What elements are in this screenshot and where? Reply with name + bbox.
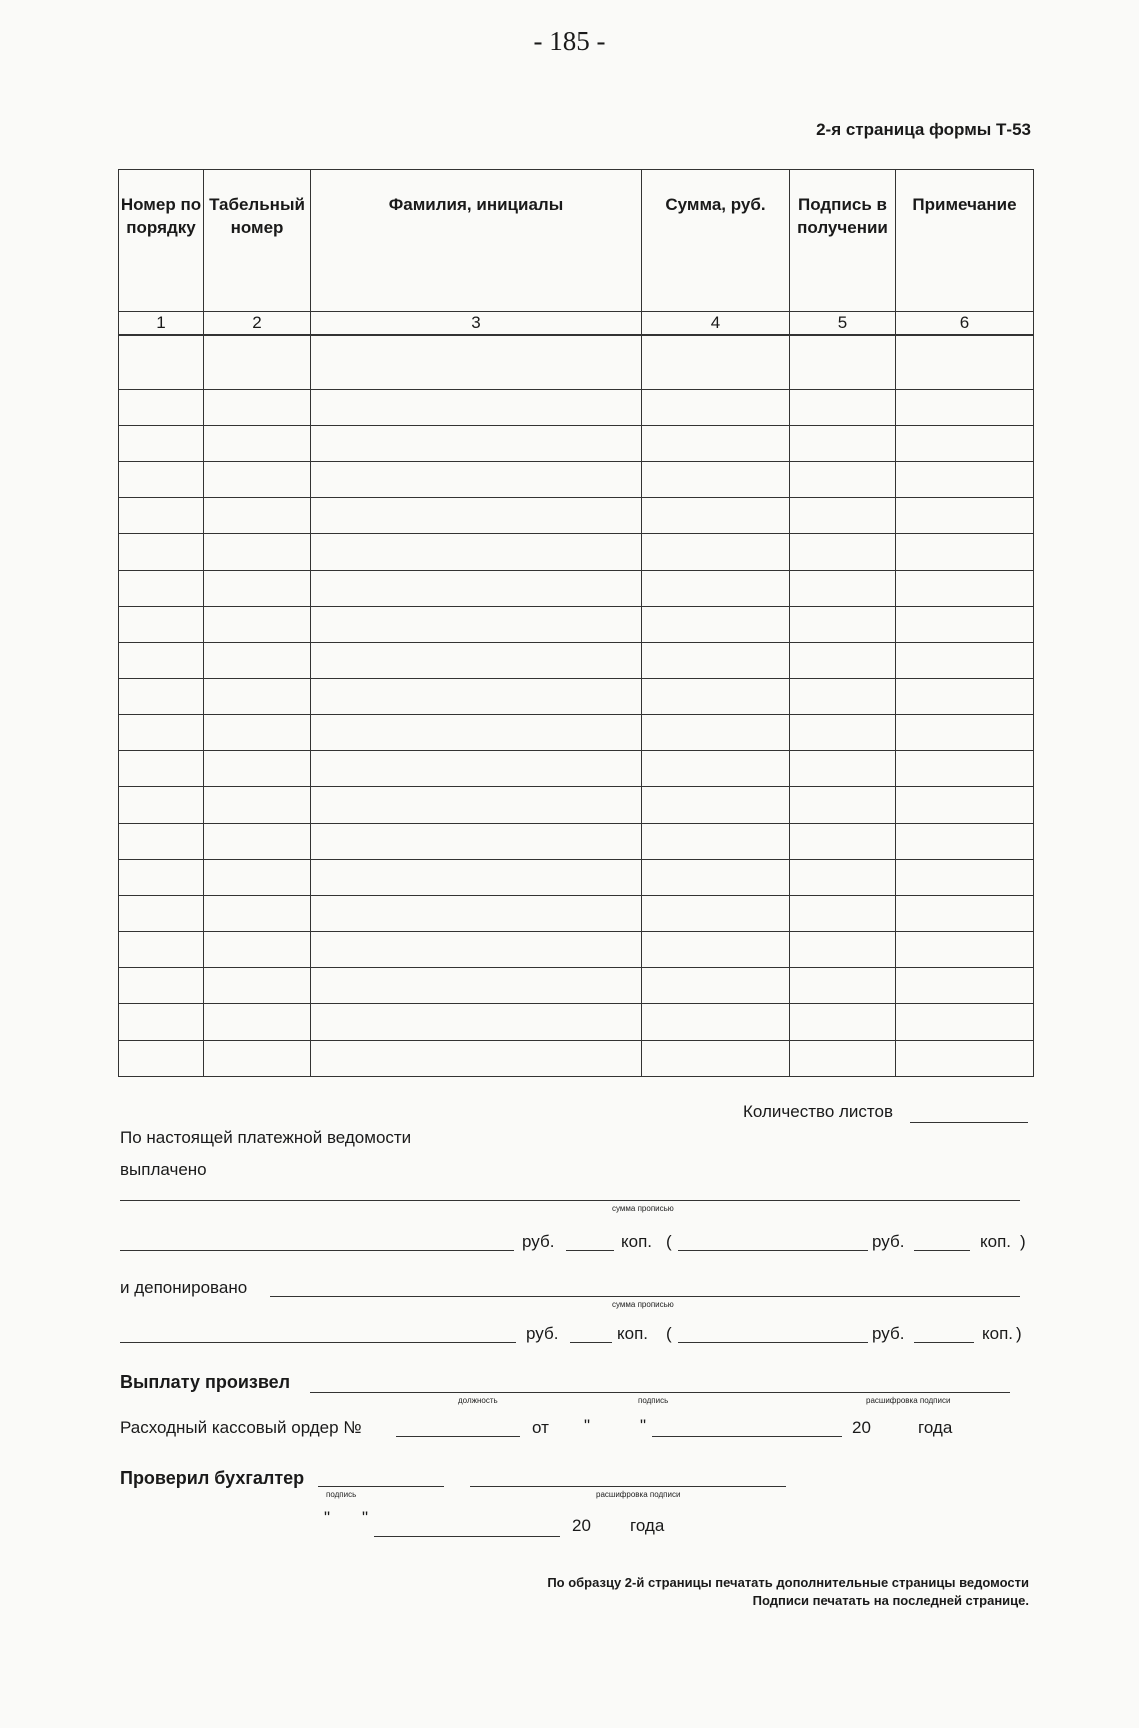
table-cell[interactable] (790, 462, 896, 498)
table-cell[interactable] (642, 787, 790, 823)
table-cell[interactable] (311, 534, 642, 570)
table-cell[interactable] (790, 895, 896, 931)
rub-label: руб. (872, 1232, 905, 1251)
footnote-line-2: Подписи печатать на последней странице. (752, 1592, 1029, 1608)
check-date-field[interactable] (374, 1536, 560, 1537)
table-cell[interactable] (204, 570, 311, 606)
table-cell[interactable] (311, 932, 642, 968)
table-row (119, 679, 1034, 715)
payroll-table (118, 169, 1034, 1077)
table-cell[interactable] (642, 389, 790, 425)
table-cell[interactable] (896, 606, 1034, 642)
cash-order-month-field[interactable] (652, 1436, 842, 1437)
table-cell[interactable] (204, 932, 311, 968)
table-cell[interactable] (790, 389, 896, 425)
table-cell[interactable] (642, 859, 790, 895)
year-prefix: 20 (572, 1516, 591, 1535)
table-cell[interactable] (311, 606, 642, 642)
table-cell[interactable] (204, 679, 311, 715)
paid-label: выплачено (120, 1160, 207, 1179)
table-cell[interactable] (204, 335, 311, 389)
column-number-row (119, 312, 1034, 336)
table-row (119, 335, 1034, 389)
table-cell[interactable] (896, 498, 1034, 534)
table-cell[interactable] (204, 534, 311, 570)
header-full-name: Фамилия, инициалы (311, 170, 642, 312)
signature-decoding-caption: расшифровка подписи (596, 1490, 681, 1499)
checked-by-label: Проверил бухгалтер (120, 1468, 305, 1488)
table-cell[interactable] (896, 715, 1034, 751)
table-cell[interactable] (896, 823, 1034, 859)
table-cell[interactable] (311, 715, 642, 751)
quote-close: " (362, 1508, 369, 1527)
table-cell[interactable] (119, 751, 204, 787)
table-cell[interactable] (790, 1040, 896, 1076)
table-cell[interactable] (311, 389, 642, 425)
position-field[interactable] (310, 1392, 456, 1393)
table-cell[interactable] (311, 462, 642, 498)
table-cell[interactable] (204, 895, 311, 931)
table-cell[interactable] (204, 425, 311, 461)
table-cell[interactable] (311, 498, 642, 534)
table-cell[interactable] (119, 534, 204, 570)
table-cell[interactable] (790, 498, 896, 534)
header-order-number: Номер по порядку (119, 170, 204, 312)
table-cell[interactable] (119, 859, 204, 895)
table-cell[interactable] (642, 335, 790, 389)
table-cell[interactable] (204, 498, 311, 534)
table-row (119, 425, 1034, 461)
deposited-words-continuation-line[interactable] (120, 1342, 516, 1343)
from-label: от (532, 1418, 549, 1437)
table-cell[interactable] (204, 1040, 311, 1076)
table-cell[interactable] (896, 932, 1034, 968)
table-cell[interactable] (311, 895, 642, 931)
table-cell[interactable] (119, 932, 204, 968)
paid-rub-digits-field[interactable] (678, 1250, 868, 1251)
header-signature: Подпись в получении (790, 170, 896, 312)
table-cell[interactable] (119, 606, 204, 642)
table-cell[interactable] (642, 462, 790, 498)
table-cell[interactable] (896, 534, 1034, 570)
table-cell[interactable] (204, 642, 311, 678)
table-row (119, 606, 1034, 642)
table-row (119, 389, 1034, 425)
table-cell[interactable] (642, 1040, 790, 1076)
table-row (119, 642, 1034, 678)
table-cell[interactable] (204, 751, 311, 787)
table-cell[interactable] (642, 425, 790, 461)
table-cell[interactable] (311, 823, 642, 859)
table-cell[interactable] (204, 1004, 311, 1040)
table-cell[interactable] (790, 570, 896, 606)
table-cell[interactable] (896, 787, 1034, 823)
quote-open: " (584, 1416, 591, 1435)
table-cell[interactable] (896, 1004, 1034, 1040)
quote-close: " (640, 1416, 647, 1435)
table-cell[interactable] (204, 389, 311, 425)
signature-caption: подпись (326, 1490, 357, 1499)
table-cell[interactable] (204, 606, 311, 642)
year-suffix: года (630, 1516, 665, 1535)
accountant-signature-decoding-field[interactable] (470, 1486, 786, 1487)
table-row (119, 823, 1034, 859)
sheets-count-label: Количество листов (743, 1102, 894, 1121)
table-cell[interactable] (119, 895, 204, 931)
footnote (547, 1574, 1029, 1609)
table-cell[interactable] (790, 968, 896, 1004)
table-cell[interactable] (119, 1004, 204, 1040)
table-cell[interactable] (790, 606, 896, 642)
table-cell[interactable] (790, 751, 896, 787)
table-cell[interactable] (642, 751, 790, 787)
cash-order-number-field[interactable] (396, 1436, 520, 1437)
payer-signature-field[interactable] (456, 1392, 686, 1393)
table-row (119, 462, 1034, 498)
table-cell[interactable] (119, 715, 204, 751)
payment-made-by-label: Выплату произвел (120, 1372, 291, 1392)
header-personnel-number: Табельный номер (204, 170, 311, 312)
table-cell[interactable] (642, 498, 790, 534)
table-cell[interactable] (119, 462, 204, 498)
amount-in-words-caption: сумма прописью (612, 1204, 674, 1213)
table-header-row (119, 170, 1034, 312)
table-cell[interactable] (311, 679, 642, 715)
table-cell[interactable] (790, 823, 896, 859)
table-row (119, 1040, 1034, 1076)
column-number: 4 (642, 312, 790, 336)
table-cell[interactable] (790, 932, 896, 968)
footnote-line-1: По образцу 2-й страницы печатать дополнительные страницы ведомости (547, 1575, 1029, 1590)
table-cell[interactable] (119, 389, 204, 425)
table-cell[interactable] (119, 498, 204, 534)
table-cell[interactable] (642, 642, 790, 678)
table-cell[interactable] (311, 859, 642, 895)
paid-amount-words-line[interactable] (120, 1200, 1020, 1201)
column-number: 1 (119, 312, 204, 336)
table-cell[interactable] (204, 715, 311, 751)
table-row (119, 751, 1034, 787)
table-row (119, 498, 1034, 534)
table-cell[interactable] (896, 389, 1034, 425)
table-cell[interactable] (790, 1004, 896, 1040)
table-cell[interactable] (790, 642, 896, 678)
header-amount: Сумма, руб. (642, 170, 790, 312)
table-cell[interactable] (642, 679, 790, 715)
table-cell[interactable] (119, 823, 204, 859)
rub-label: руб. (872, 1324, 905, 1343)
header-note: Примечание (896, 170, 1034, 312)
position-caption: должность (458, 1396, 498, 1405)
table-cell[interactable] (311, 335, 642, 389)
table-cell[interactable] (119, 642, 204, 678)
table-cell[interactable] (642, 570, 790, 606)
table-cell[interactable] (896, 968, 1034, 1004)
rub-label: руб. (522, 1232, 555, 1251)
table-cell[interactable] (642, 534, 790, 570)
close-paren: ) (1016, 1324, 1022, 1343)
signature-decoding-caption: расшифровка подписи (866, 1396, 951, 1405)
sheets-count-field[interactable] (910, 1122, 1028, 1123)
table-row (119, 895, 1034, 931)
table-cell[interactable] (896, 679, 1034, 715)
table-row (119, 534, 1034, 570)
accountant-signature-field[interactable] (318, 1486, 444, 1487)
table-row (119, 859, 1034, 895)
table-cell[interactable] (790, 534, 896, 570)
table-cell[interactable] (311, 968, 642, 1004)
year-prefix: 20 (852, 1418, 871, 1437)
table-cell[interactable] (311, 642, 642, 678)
column-number: 6 (896, 312, 1034, 336)
table-cell[interactable] (790, 425, 896, 461)
table-row (119, 968, 1034, 1004)
table-cell[interactable] (790, 679, 896, 715)
table-cell[interactable] (119, 335, 204, 389)
deposited-rub-digits-field[interactable] (678, 1342, 868, 1343)
paid-kop-digits-field[interactable] (914, 1250, 970, 1251)
form-reference: 2-я страница формы Т-53 (816, 120, 1031, 139)
table-cell[interactable] (642, 932, 790, 968)
table-cell[interactable] (311, 1004, 642, 1040)
rub-label: руб. (526, 1324, 559, 1343)
table-cell[interactable] (204, 968, 311, 1004)
table-cell[interactable] (311, 425, 642, 461)
table-cell[interactable] (119, 570, 204, 606)
quote-open: " (324, 1508, 331, 1527)
table-cell[interactable] (790, 787, 896, 823)
table-cell[interactable] (642, 715, 790, 751)
table-cell[interactable] (311, 751, 642, 787)
column-number: 3 (311, 312, 642, 336)
amount-in-words-caption: сумма прописью (612, 1300, 674, 1309)
open-paren: ( (666, 1232, 672, 1251)
kop-label: коп. (621, 1232, 653, 1251)
table-cell[interactable] (311, 570, 642, 606)
table-cell[interactable] (790, 859, 896, 895)
close-paren: ) (1020, 1232, 1026, 1251)
payer-signature-decoding-field[interactable] (686, 1392, 1010, 1393)
deposited-kop-field[interactable] (570, 1342, 612, 1343)
table-cell[interactable] (204, 859, 311, 895)
table-cell[interactable] (642, 823, 790, 859)
table-cell[interactable] (790, 335, 896, 389)
table-row (119, 570, 1034, 606)
kop-label: коп. (980, 1232, 1012, 1251)
kop-label: коп. (982, 1324, 1014, 1343)
table-cell[interactable] (642, 968, 790, 1004)
deposited-label: и депонировано (120, 1278, 248, 1297)
table-cell[interactable] (896, 425, 1034, 461)
table-cell[interactable] (790, 715, 896, 751)
table-cell[interactable] (204, 462, 311, 498)
table-cell[interactable] (119, 968, 204, 1004)
table-cell[interactable] (896, 462, 1034, 498)
table-cell[interactable] (119, 679, 204, 715)
table-cell[interactable] (896, 642, 1034, 678)
paid-words-continuation-line[interactable] (120, 1250, 514, 1251)
page-number: - 185 - (533, 26, 606, 56)
table-cell[interactable] (896, 751, 1034, 787)
table-cell[interactable] (311, 1040, 642, 1076)
table-row (119, 1004, 1034, 1040)
table-row (119, 932, 1034, 968)
table-row (119, 787, 1034, 823)
table-cell[interactable] (896, 570, 1034, 606)
column-number: 5 (790, 312, 896, 336)
table-cell[interactable] (642, 1004, 790, 1040)
statement-text: По настоящей платежной ведомости (120, 1128, 412, 1147)
table-row (119, 715, 1034, 751)
table-cell[interactable] (896, 895, 1034, 931)
table-cell[interactable] (642, 895, 790, 931)
table-cell[interactable] (642, 606, 790, 642)
table-cell[interactable] (119, 787, 204, 823)
table-cell[interactable] (896, 335, 1034, 389)
kop-label: коп. (617, 1324, 649, 1343)
table-cell[interactable] (311, 787, 642, 823)
table-cell[interactable] (119, 1040, 204, 1076)
cash-order-label: Расходный кассовый ордер № (120, 1418, 362, 1437)
deposited-amount-words-line[interactable] (270, 1296, 1020, 1297)
table-cell[interactable] (896, 859, 1034, 895)
table-cell[interactable] (119, 425, 204, 461)
deposited-kop-digits-field[interactable] (914, 1342, 974, 1343)
table-cell[interactable] (204, 823, 311, 859)
signature-caption: подпись (638, 1396, 669, 1405)
column-number: 2 (204, 312, 311, 336)
open-paren: ( (666, 1324, 672, 1343)
table-cell[interactable] (896, 1040, 1034, 1076)
table-cell[interactable] (204, 787, 311, 823)
paid-kop-field[interactable] (566, 1250, 614, 1251)
year-suffix: года (918, 1418, 953, 1437)
